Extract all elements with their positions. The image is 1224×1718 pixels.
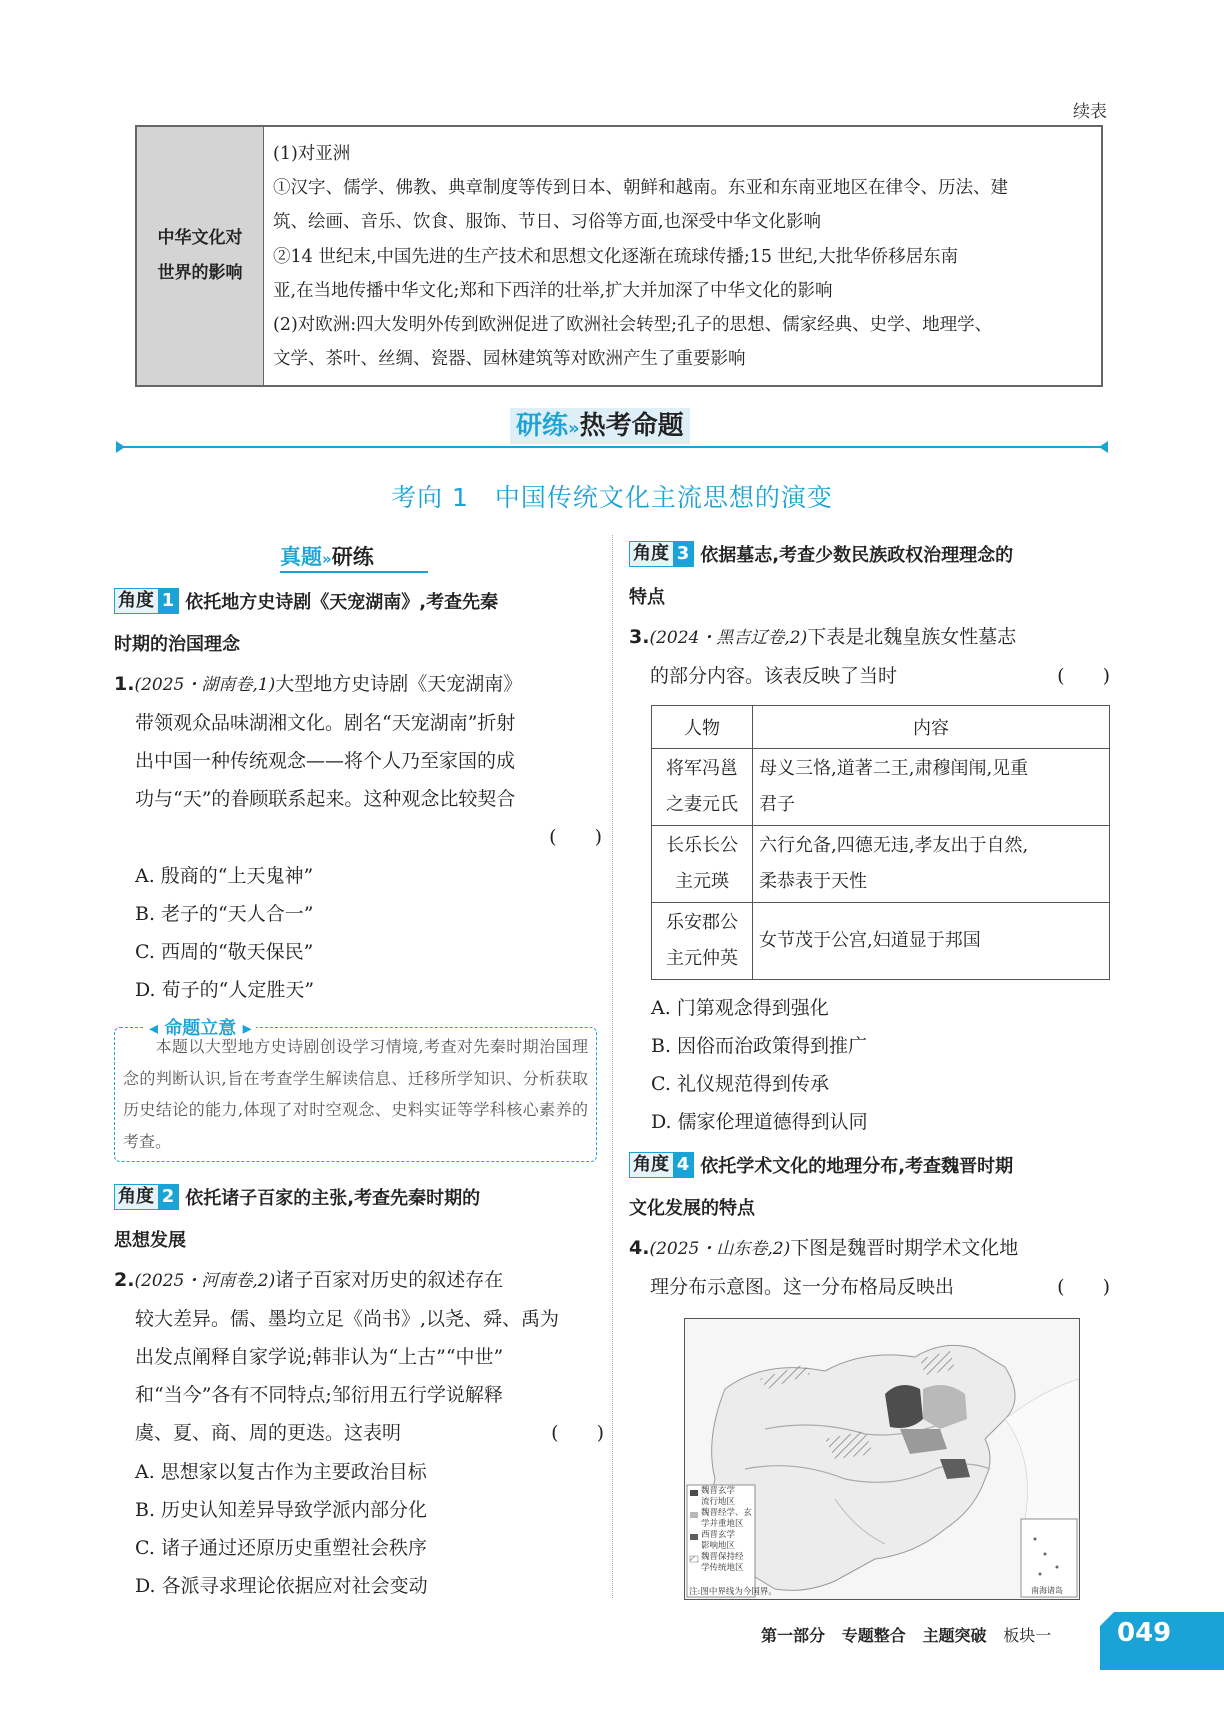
angle-text: 依托地方史诗剧《天宠湖南》,考查先秦 <box>185 592 499 613</box>
content-line: (1)对亚洲 <box>273 144 351 164</box>
content-cell: 六行允备,四德无违,孝友出于自然, 柔恭表于天性 <box>753 826 1110 903</box>
banner-rule <box>118 446 1106 448</box>
table-row <box>652 903 1110 980</box>
angle-text: 思想发展 <box>114 1230 186 1251</box>
question-text: 虞、夏、商、周的更迭。这表明 <box>135 1422 402 1444</box>
epitaph-table <box>651 705 1110 980</box>
question-1 <box>114 665 604 856</box>
angle-4-heading <box>629 1146 1113 1230</box>
academic-culture-map <box>684 1318 1080 1600</box>
content-line: 亚,在当地传播中华文化;郑和下西洋的壮举,扩大并加深了中华文化的影响 <box>273 280 833 301</box>
question-number: 1. <box>114 673 135 695</box>
table-row <box>652 826 1110 903</box>
question-text: 下图是魏晋时期学术文化地 <box>790 1237 1019 1259</box>
angle-text: 文化发展的特点 <box>629 1198 755 1219</box>
angle-tag: 角度 3 <box>629 541 694 567</box>
question-text: 的部分内容。该表反映了当时 <box>650 665 898 687</box>
option-a[interactable]: A. 思想家以复古作为主要政治目标 <box>135 1461 427 1483</box>
question-text: 较大差异。儒、墨均立足《尚书》,以尧、舜、禹为 <box>135 1308 560 1330</box>
option-c[interactable]: C. 礼仪规范得到传承 <box>651 1073 829 1095</box>
question-source: (2025・河南卷,2) <box>134 1271 276 1291</box>
question-number: 4. <box>629 1237 650 1259</box>
question-source: (2025・湖南卷,1) <box>134 675 276 695</box>
option-d[interactable]: D. 儒家伦理道德得到认同 <box>651 1111 868 1133</box>
topic-title: 考向 1 中国传统文化主流思想的演变 <box>391 483 833 512</box>
banner-left-text: 研练 <box>516 411 569 441</box>
culture-influence-table <box>135 125 1103 387</box>
question-4 <box>629 1229 1110 1306</box>
question-text: 出发点阐释自家学说;韩非认为“上古”“中世” <box>135 1346 504 1368</box>
map-legend: 魏晋玄学 流行地区 魏晋经学、玄 学并重地区 西晋玄学 影响地区 魏晋保持经 学传统地区 <box>701 1486 753 1573</box>
continuation-label: 续表 <box>1073 102 1107 122</box>
option-a[interactable]: A. 殷商的“上天鬼神” <box>135 865 314 887</box>
question-source: (2024・黑吉辽卷,2) <box>649 628 808 648</box>
option-b[interactable]: B. 历史认知差异导致学派内部分化 <box>135 1499 428 1521</box>
question-1-options <box>135 857 314 1009</box>
question-text: 带领观众品味湖湘文化。剧名“天宠湖南”折射 <box>135 712 516 734</box>
row-header-line: 世界的影响 <box>157 263 243 283</box>
angle-2-heading <box>114 1178 598 1262</box>
subhead-underline <box>280 571 428 573</box>
question-text: 出中国一种传统观念——将个人乃至家国的成 <box>135 750 516 772</box>
option-c[interactable]: C. 西周的“敬天保民” <box>135 941 314 963</box>
question-number: 2. <box>114 1269 135 1291</box>
option-b[interactable]: B. 老子的“天人合一” <box>135 903 314 925</box>
question-text: 诸子百家对历史的叙述存在 <box>275 1269 504 1291</box>
question-2 <box>114 1261 604 1452</box>
question-3-options <box>651 989 868 1141</box>
subhead-chevron-icon: » <box>322 550 332 568</box>
map-inset-label: 南海诸岛 <box>1031 1586 1063 1595</box>
proposition-title: ◂ 命题立意 ▸ <box>145 1014 256 1040</box>
map-note: 注:图中界线为今国界。 <box>689 1587 777 1597</box>
banner-chevron-icon: » <box>568 418 580 439</box>
option-b[interactable]: B. 因俗而治政策得到推广 <box>651 1035 868 1057</box>
option-a[interactable]: A. 门第观念得到强化 <box>651 997 829 1019</box>
table-row-header <box>137 127 264 385</box>
table-header-row <box>652 706 1110 749</box>
person-cell: 长乐长公 主元瑛 <box>652 826 753 903</box>
question-text: 和“当今”各有不同特点;邹衍用五行学说解释 <box>135 1384 503 1406</box>
answer-blank[interactable]: ( ) <box>549 826 602 848</box>
angle-text: 依据墓志,考查少数民族政权治理理念的 <box>700 545 1014 566</box>
table-row-content <box>264 127 1101 385</box>
proposition-text: 本题以大型地方史诗剧创设学习情境,考查对先秦时期治国理念的判断认识,旨在考查学生解读信息、迁移所学知识、分析获取历史结论的能力,体现了对时空观念、史料实证等学科核心素养的考查。 <box>123 1037 588 1151</box>
option-c[interactable]: C. 诸子通过还原历史重塑社会秩序 <box>135 1537 427 1559</box>
angle-tag: 角度 2 <box>114 1184 179 1210</box>
column-header: 内容 <box>753 706 1110 749</box>
angle-text: 依托学术文化的地理分布,考查魏晋时期 <box>700 1156 1014 1177</box>
question-source: (2025・山东卷,2) <box>649 1239 791 1259</box>
angle-3-heading <box>629 535 1113 619</box>
question-text: 理分布示意图。这一分布格局反映出 <box>650 1276 955 1298</box>
column-header: 人物 <box>652 706 753 749</box>
section-banner <box>510 408 690 444</box>
angle-tag: 角度 4 <box>629 1152 694 1178</box>
footer-breadcrumb: 第一部分 专题整合 主题突破 板块一 <box>761 1626 1052 1645</box>
question-2-options <box>135 1453 428 1605</box>
person-cell: 将军冯邕 之妻元氏 <box>652 749 753 826</box>
angle-text: 特点 <box>629 587 665 608</box>
row-header-line: 中华文化对 <box>157 228 243 248</box>
question-text: 大型地方史诗剧《天宠湖南》 <box>275 673 523 695</box>
angle-1-heading <box>114 582 598 666</box>
subhead-left: 真题 <box>280 545 322 569</box>
column-divider <box>612 535 613 1598</box>
content-line: (2)对欧洲:四大发明外传到欧洲促进了欧洲社会转型;孔子的思想、儒家经典、史学、地理学、 <box>273 315 993 336</box>
page-number: 049 <box>1117 1618 1172 1648</box>
content-line: ②14 世纪末,中国先进的生产技术和思想文化逐渐在琉球传播;15 世纪,大批华侨移居东南 <box>273 246 959 267</box>
question-number: 3. <box>629 626 650 648</box>
content-line: 筑、绘画、音乐、饮食、服饰、节日、习俗等方面,也深受中华文化影响 <box>273 212 822 233</box>
answer-blank[interactable]: ( ) <box>1057 1276 1110 1298</box>
page-fold-corner <box>1100 1612 1114 1626</box>
banner-right-text: 热考命题 <box>579 411 684 441</box>
answer-blank[interactable]: ( ) <box>1057 665 1110 687</box>
table-row <box>652 749 1110 826</box>
question-text: 下表是北魏皇族女性墓志 <box>807 626 1017 648</box>
subhead-right: 研练 <box>331 545 374 569</box>
answer-blank[interactable]: ( ) <box>551 1422 604 1444</box>
question-text: 功与“天”的眷顾联系起来。这种观念比较契合 <box>135 788 516 810</box>
angle-text: 时期的治国理念 <box>114 634 240 655</box>
content-line: 文学、茶叶、丝绸、瓷器、园林建筑等对欧洲产生了重要影响 <box>273 349 746 370</box>
content-cell: 女节茂于公宫,妇道显于邦国 <box>753 903 1110 980</box>
angle-tag: 角度 1 <box>114 588 179 614</box>
content-cell: 母义三恪,道著二王,肃穆闺闱,见重 君子 <box>753 749 1110 826</box>
question-3 <box>629 618 1110 695</box>
banner-arrow-right <box>1099 441 1108 453</box>
person-cell: 乐安郡公 主元仲英 <box>652 903 753 980</box>
content-line: ①汉字、儒学、佛教、典章制度等传到日本、朝鲜和越南。东亚和东南亚地区在律令、历法、建 <box>273 178 1008 199</box>
subsection-heading <box>280 541 374 571</box>
option-d[interactable]: D. 各派寻求理论依据应对社会变动 <box>135 1575 428 1597</box>
angle-text: 依托诸子百家的主张,考查先秦时期的 <box>185 1188 481 1209</box>
option-d[interactable]: D. 荀子的“人定胜天” <box>135 979 315 1001</box>
banner-arrow-left <box>116 441 125 453</box>
